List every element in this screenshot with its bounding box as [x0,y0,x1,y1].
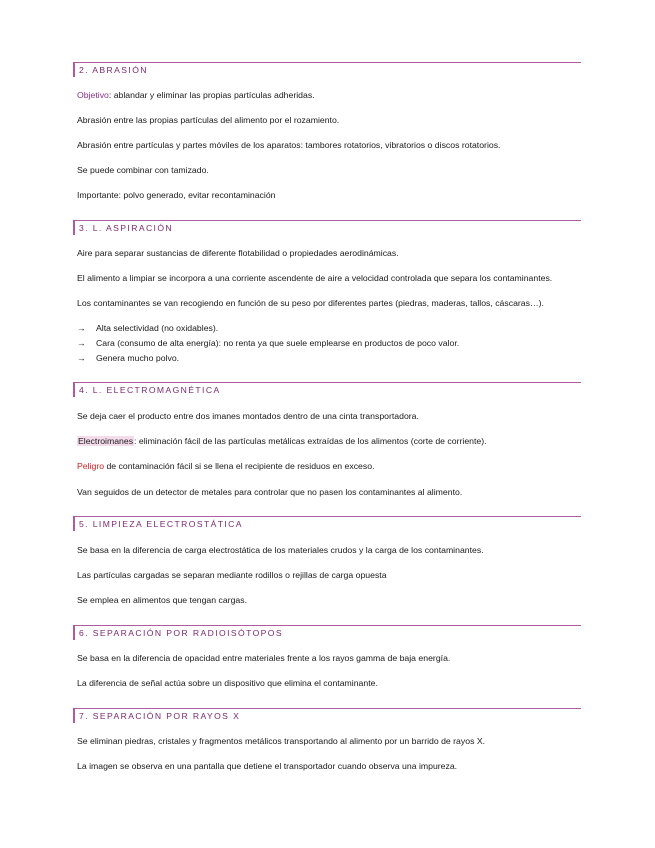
arrow-icon: → [77,338,86,348]
section-heading-radioisotopos: 6. SEPARACIÓN POR RADIOISÓTOPOS [73,625,581,640]
bullet-item: → Genera mucho polvo. [77,353,180,363]
keyword-objetivo: Objetivo [77,90,109,100]
paragraph: Electroimanes: eliminación fácil de las partículas metálicas extraídas de los alimentos (corte de corriente). [78,436,487,446]
keyword-peligro: Peligro [77,461,105,471]
paragraph: Se basa en la diferencia de opacidad entre materiales frente a los rayos gamma de baja energía. [77,653,451,663]
paragraph: Se eliminan piedras, cristales y fragmentos metálicos transportando al alimento por un barrido de rayos X. [77,736,486,746]
paragraph: Se deja caer el producto entre dos imanes montados dentro de una cinta transportadora. [77,411,419,421]
paragraph: Importante: polvo generado, evitar recontaminación [77,190,276,200]
bullet-item: → Alta selectividad (no oxidables). [77,323,219,333]
paragraph: Peligro de contaminación fácil si se llena el recipiente de residuos en exceso. [77,461,375,471]
paragraph: Abrasión entre las propias partículas del alimento por el rozamiento. [77,115,340,125]
paragraph: Abrasión entre partículas y partes móviles de los aparatos: tambores rotatorios, vibratorios o discos rotatorios. [77,140,501,150]
paragraph: Van seguidos de un detector de metales para controlar que no pasen los contaminantes al alimento. [77,487,463,497]
section-heading-abrasion: 2. ABRASIÓN [73,62,581,77]
section-heading-aspiracion: 3. L. ASPIRACIÓN [73,220,581,235]
paragraph: Objetivo: ablandar y eliminar las propias partículas adheridas. [77,90,315,100]
paragraph: El alimento a limpiar se incorpora a una corriente ascendente de aire a velocidad controlada que separa los contaminantes. [77,273,553,283]
paragraph: La imagen se observa en una pantalla que detiene el transportador cuando observa una impureza. [77,761,458,771]
section-heading-electrostatica: 5. LIMPIEZA ELECTROSTÁTICA [73,516,581,531]
paragraph: Los contaminantes se van recogiendo en función de su peso por diferentes partes (piedras, maderas, tallos, cáscaras…). [77,298,544,308]
paragraph: Se basa en la diferencia de carga electrostática de los materiales crudos y la carga de los contaminantes. [77,545,484,555]
paragraph: Las partículas cargadas se separan mediante rodillos o rejillas de carga opuesta [77,570,387,580]
section-heading-electromagnetica: 4. L. ELECTROMAGNÉTICA [73,382,581,397]
bullet-item: → Cara (consumo de alta energía): no renta ya que suele emplearse en productos de poco valor. [77,338,460,348]
paragraph: Aire para separar sustancias de diferente flotabilidad o propiedades aerodinámicas. [77,248,399,258]
section-heading-rayos-x: 7. SEPARACIÓN POR RAYOS X [73,708,581,723]
paragraph: Se emplea en alimentos que tengan cargas. [77,595,248,605]
keyword-electroimanes: Electroimanes [78,436,134,446]
paragraph: Se puede combinar con tamizado. [77,165,209,175]
paragraph: La diferencia de señal actúa sobre un dispositivo que elimina el contaminante. [77,678,378,688]
arrow-icon: → [77,323,86,333]
arrow-icon: → [77,353,86,363]
